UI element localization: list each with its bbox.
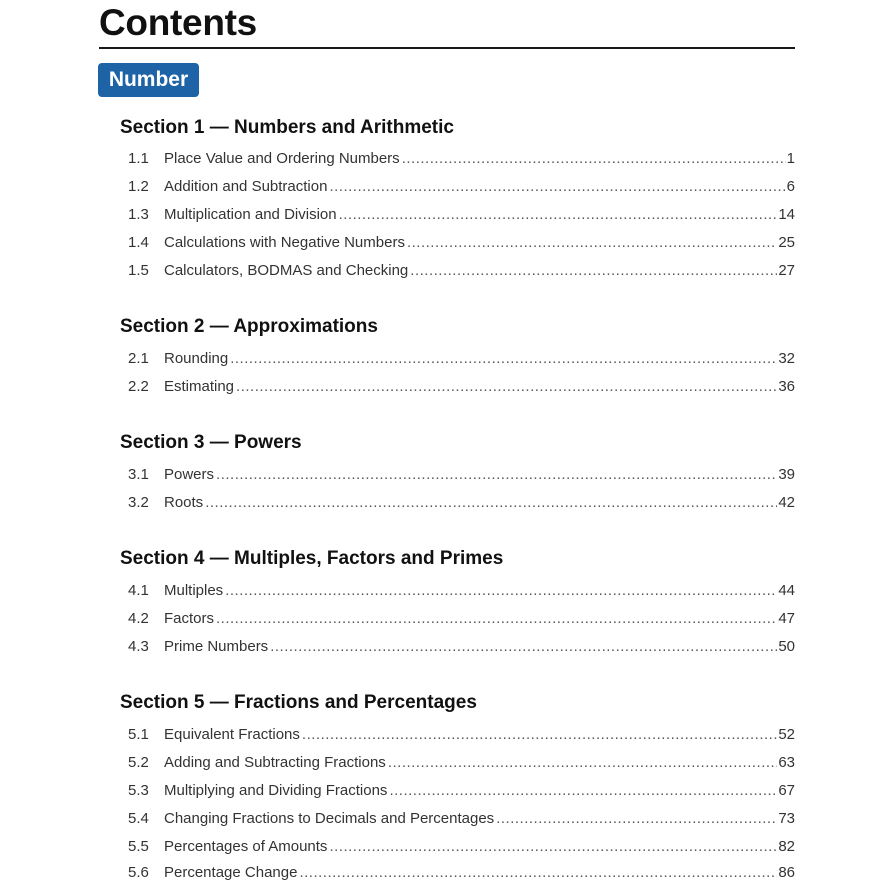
toc-entry[interactable] bbox=[128, 494, 795, 516]
entry-page: 50 bbox=[778, 638, 795, 655]
entry-title: Changing Fractions to Decimals and Percentages bbox=[164, 810, 495, 827]
strand-badge: Number bbox=[98, 63, 199, 97]
toc-entry[interactable] bbox=[128, 378, 795, 400]
toc-entry[interactable] bbox=[128, 150, 795, 172]
toc-entry[interactable] bbox=[128, 234, 795, 256]
entry-page: 73 bbox=[778, 810, 795, 827]
dot-leader bbox=[230, 350, 777, 367]
page-title: Contents bbox=[99, 2, 257, 43]
dot-leader bbox=[410, 262, 777, 279]
entry-title: Multiples bbox=[164, 582, 224, 599]
dot-leader bbox=[225, 582, 777, 599]
entry-title: Equivalent Fractions bbox=[164, 726, 300, 743]
toc-entry[interactable] bbox=[128, 810, 795, 832]
toc-entry[interactable] bbox=[128, 726, 795, 748]
entry-title: Prime Numbers bbox=[164, 638, 269, 655]
section-heading: Section 1 — Numbers and Arithmetic bbox=[120, 117, 454, 138]
entry-page: 1 bbox=[786, 150, 795, 167]
dot-leader bbox=[236, 378, 777, 395]
entry-page: 32 bbox=[778, 350, 795, 367]
entry-number: 1.2 bbox=[128, 178, 149, 195]
entry-page: 39 bbox=[778, 466, 795, 483]
toc-entry[interactable] bbox=[128, 178, 795, 200]
toc-entry[interactable] bbox=[128, 350, 795, 372]
entry-number: 5.6 bbox=[128, 864, 149, 881]
entry-number: 1.1 bbox=[128, 150, 149, 167]
dot-leader bbox=[205, 494, 777, 511]
toc-entry[interactable] bbox=[128, 610, 795, 632]
entry-page: 67 bbox=[778, 782, 795, 799]
dot-leader bbox=[329, 178, 785, 195]
entry-number: 5.4 bbox=[128, 810, 149, 827]
dot-leader bbox=[407, 234, 777, 251]
entry-number: 5.2 bbox=[128, 754, 149, 771]
entry-page: 47 bbox=[778, 610, 795, 627]
toc-entry[interactable] bbox=[128, 582, 795, 604]
entry-number: 4.3 bbox=[128, 638, 149, 655]
entry-page: 86 bbox=[778, 864, 795, 881]
dot-leader bbox=[216, 610, 777, 627]
dot-leader bbox=[339, 206, 778, 223]
entry-page: 44 bbox=[778, 582, 795, 599]
entry-title: Rounding bbox=[164, 350, 229, 367]
entry-title: Percentage Change bbox=[164, 864, 298, 881]
entry-title: Calculations with Negative Numbers bbox=[164, 234, 405, 251]
entry-title: Calculators, BODMAS and Checking bbox=[164, 262, 409, 279]
entry-page: 27 bbox=[778, 262, 795, 279]
entry-number: 3.1 bbox=[128, 466, 149, 483]
toc-entry[interactable] bbox=[128, 754, 795, 776]
entry-title: Place Value and Ordering Numbers bbox=[164, 150, 400, 167]
dot-leader bbox=[329, 838, 777, 855]
toc-entry[interactable] bbox=[128, 206, 795, 228]
dot-leader bbox=[389, 782, 777, 799]
entry-title: Percentages of Amounts bbox=[164, 838, 328, 855]
entry-page: 52 bbox=[778, 726, 795, 743]
entry-number: 5.1 bbox=[128, 726, 149, 743]
entry-number: 2.2 bbox=[128, 378, 149, 395]
entry-title: Multiplication and Division bbox=[164, 206, 337, 223]
entry-number: 1.5 bbox=[128, 262, 149, 279]
section-heading: Section 5 — Fractions and Percentages bbox=[120, 692, 477, 713]
entry-page: 42 bbox=[778, 494, 795, 511]
entry-title: Powers bbox=[164, 466, 215, 483]
dot-leader bbox=[402, 150, 786, 167]
section-heading: Section 3 — Powers bbox=[120, 432, 302, 453]
entry-number: 1.4 bbox=[128, 234, 149, 251]
dot-leader bbox=[388, 754, 778, 771]
entry-number: 4.2 bbox=[128, 610, 149, 627]
entry-title: Factors bbox=[164, 610, 215, 627]
toc-entry[interactable] bbox=[128, 638, 795, 660]
title-underline bbox=[99, 47, 795, 49]
toc-entry[interactable] bbox=[128, 782, 795, 804]
dot-leader bbox=[299, 864, 777, 881]
toc-entry[interactable] bbox=[128, 262, 795, 284]
entry-number: 4.1 bbox=[128, 582, 149, 599]
dot-leader bbox=[216, 466, 777, 483]
entry-number: 1.3 bbox=[128, 206, 149, 223]
dot-leader bbox=[270, 638, 777, 655]
toc-entry[interactable] bbox=[128, 838, 795, 860]
entry-page: 63 bbox=[778, 754, 795, 771]
entry-title: Estimating bbox=[164, 378, 235, 395]
dot-leader bbox=[496, 810, 777, 827]
entry-page: 14 bbox=[778, 206, 795, 223]
entry-number: 3.2 bbox=[128, 494, 149, 511]
entry-page: 6 bbox=[786, 178, 795, 195]
entry-title: Addition and Subtraction bbox=[164, 178, 328, 195]
entry-number: 5.5 bbox=[128, 838, 149, 855]
entry-number: 2.1 bbox=[128, 350, 149, 367]
toc-entry[interactable] bbox=[128, 864, 795, 886]
section-heading: Section 4 — Multiples, Factors and Primes bbox=[120, 548, 504, 569]
entry-page: 82 bbox=[778, 838, 795, 855]
entry-number: 5.3 bbox=[128, 782, 149, 799]
entry-page: 25 bbox=[778, 234, 795, 251]
toc-entry[interactable] bbox=[128, 466, 795, 488]
entry-title: Roots bbox=[164, 494, 204, 511]
entry-page: 36 bbox=[778, 378, 795, 395]
section-heading: Section 2 — Approximations bbox=[120, 316, 378, 337]
entry-title: Adding and Subtracting Fractions bbox=[164, 754, 386, 771]
dot-leader bbox=[302, 726, 777, 743]
entry-title: Multiplying and Dividing Fractions bbox=[164, 782, 388, 799]
